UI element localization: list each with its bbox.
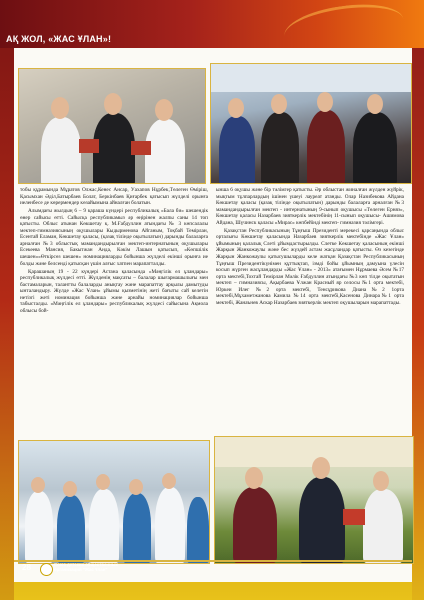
stage-banner <box>211 64 411 92</box>
person-figure <box>233 487 277 563</box>
person-figure <box>89 489 119 563</box>
person-figure <box>25 491 53 563</box>
person-figure <box>187 497 209 563</box>
certificate <box>79 139 99 153</box>
section-title: АҚ ЖОЛ, «ЖАС ҰЛАН»! <box>6 34 112 44</box>
article-paragraph: Қазақстан Республикасының Тұңғыш Президенті мерекесі қарсаңында облыс орталығы Көкшетау қаласында Назарбаев зияткерлік мектебінде «Жас Ұлан» ұйымының қалалық Слеті ұйымдастырылды. Слетке Көкшетау қаласының екінші Жарқын Жанкожаулы және бес жүздей астам жасұландар қатысты. Өз кезегінде Жарқын Жанкожаулы қатысушыларды келе жатқан Қазақстан Республикасының Тұңғыш Президентікүнімен құттықтап, ізмді бойы ұйымның дамуына үлесін косып жүрген жасұландарды «Жас Ұлан» - 2013» атағымен Нұрмаева Әсем №17 орта мектебі,Тохтай Темірлан Мәлік Ғабдуллин атындағы №3 көп тілде оқытатын мектеп – гимназиясы, Ақырбаева Ұлжан Красный яр селосы №1 орта мектебі, Юркеи Илег №2 орта мектебі, Тенсұрикова Диана№2 1орта мектебі,Мұхаметжанова Камила №14 орта мектебі,Касенова Динара№1 орта мектебі, Жанаънев Аскар Назарбаев зияткерлік мектеп оқушыларын марапаттады. <box>216 227 404 306</box>
person-figure <box>353 112 397 184</box>
person-head <box>373 471 389 491</box>
person-figure <box>307 110 345 184</box>
person-head <box>312 457 330 479</box>
photo-award-stage <box>210 63 412 184</box>
article-paragraph: тобы құрамында Мұратов Олжас,Кенес Ансар, Уахапов Нұрбек,Төлеген Өміріш, Қасымхан Әділ,Батырбаев Болат, Беркінбаев Қиғарбек қатысып жүлделі орынға иеленбесе де көрермендер көзайымына айналған болатын. <box>20 187 208 207</box>
person-head <box>51 97 69 119</box>
photo-award-ceremony <box>214 436 414 564</box>
article-column-right <box>216 187 404 431</box>
person-figure <box>93 113 135 184</box>
person-figure <box>41 117 81 184</box>
person-figure <box>299 477 345 563</box>
article-paragraph: Алымдағы жылдың 6 – 9 қараша күндері республикалық «Бала би» шешендік өнер сайысы өтті. Сайысқа республикамыз әр өңірінен жалпы саны 14 топ қатысты. Облыс атынан Көкшетау қ. М.Ғабдуллин атындағы № 3 көпсалалы мектеп-гимназиясының оқушылары Кыдырменова Айганым, Тоқбай Темірлан, Есентай Еламан, Көкшетау қаласы, (қазақ тілінде оқытылатын) дарынды балаларға арналған №3 облыстық мамандандырылған мектеп-интернатының оқушылары Есекеева Мансия, Бакытжан Анда, Кәкім Лашын қатысып, «Көпшілік шешен»«Өткірсөз шешен» номинацияларды бойынша жүлделі екінші орынға ие болды және белсенді қатысқан үшін алғыс хатпен марапатталды. <box>20 208 208 267</box>
person-figure <box>219 116 255 184</box>
photo-award-women <box>18 68 206 184</box>
person-head <box>245 467 263 489</box>
article-paragraph: ынша 6 оқушы және бір тәлімгер қатысты. Әр облыстан жиналған жүлден жүйрік, мықтым тұлпарлардың ішінен үшеуі лауреат атанды. Олар Назибекова Айдана Көкшетау қаласы (қазақ тілінде оқытылатын) дарынды балаларға арналған №3 мамандандырылған мектеп - интернатының 9-сынып оқушысы «Төлеген Ерняз», Көкшетау қаласы Назарбаев зияткерлік мектебінің 11-сынып оқушысы- Ашимова Айдана, Шүчинск қаласы «Мирас» көпбейінді мектеп- гимназия тәлімгері. <box>216 187 404 226</box>
person-figure <box>145 119 185 184</box>
certificate <box>131 141 151 155</box>
page-number: 28 <box>22 563 31 572</box>
person-head <box>317 92 333 112</box>
person-head <box>155 99 173 121</box>
header-banner <box>0 0 424 48</box>
person-head <box>104 93 122 115</box>
article-column-left <box>20 187 208 433</box>
certificate <box>343 509 365 525</box>
person-head <box>63 481 77 497</box>
person-figure <box>57 495 85 563</box>
person-figure <box>155 487 185 563</box>
person-head <box>271 94 287 114</box>
person-head <box>31 477 45 493</box>
person-figure <box>261 112 299 184</box>
person-head <box>367 94 383 114</box>
left-decor-band <box>0 0 14 600</box>
org-logo-icon <box>40 563 53 576</box>
person-head <box>129 479 143 495</box>
person-figure <box>123 493 151 563</box>
article-paragraph: Қарашаның 19 - 22 күндері Астана қаласында «Мәңгілік ел ұландары» республикалық жүлдесі өтті. Жүлденің мақсаты – балалар шығармашылығы мен бастамаларын, талантты балаларды анықтау және марапаттау арқылы дамытуды ынталандыру. Жүлде «Жас Ұлан» ұйымы қызметінің жеті бағыты сай келетін нетізгі жеті номинация бойынша және арнайы номинациялар бойынша табысталды. «Мәңгілік ел ұландары» республикалық жүлдесі сайысына Ақмола облысы бой- <box>20 268 208 314</box>
person-figure <box>363 489 403 563</box>
person-head <box>162 473 176 489</box>
photo-children-group <box>18 440 210 564</box>
org-name: Союз детских общественных организаций "Жас Ұлан" <box>54 562 118 572</box>
person-head <box>228 98 244 118</box>
person-head <box>96 474 110 490</box>
